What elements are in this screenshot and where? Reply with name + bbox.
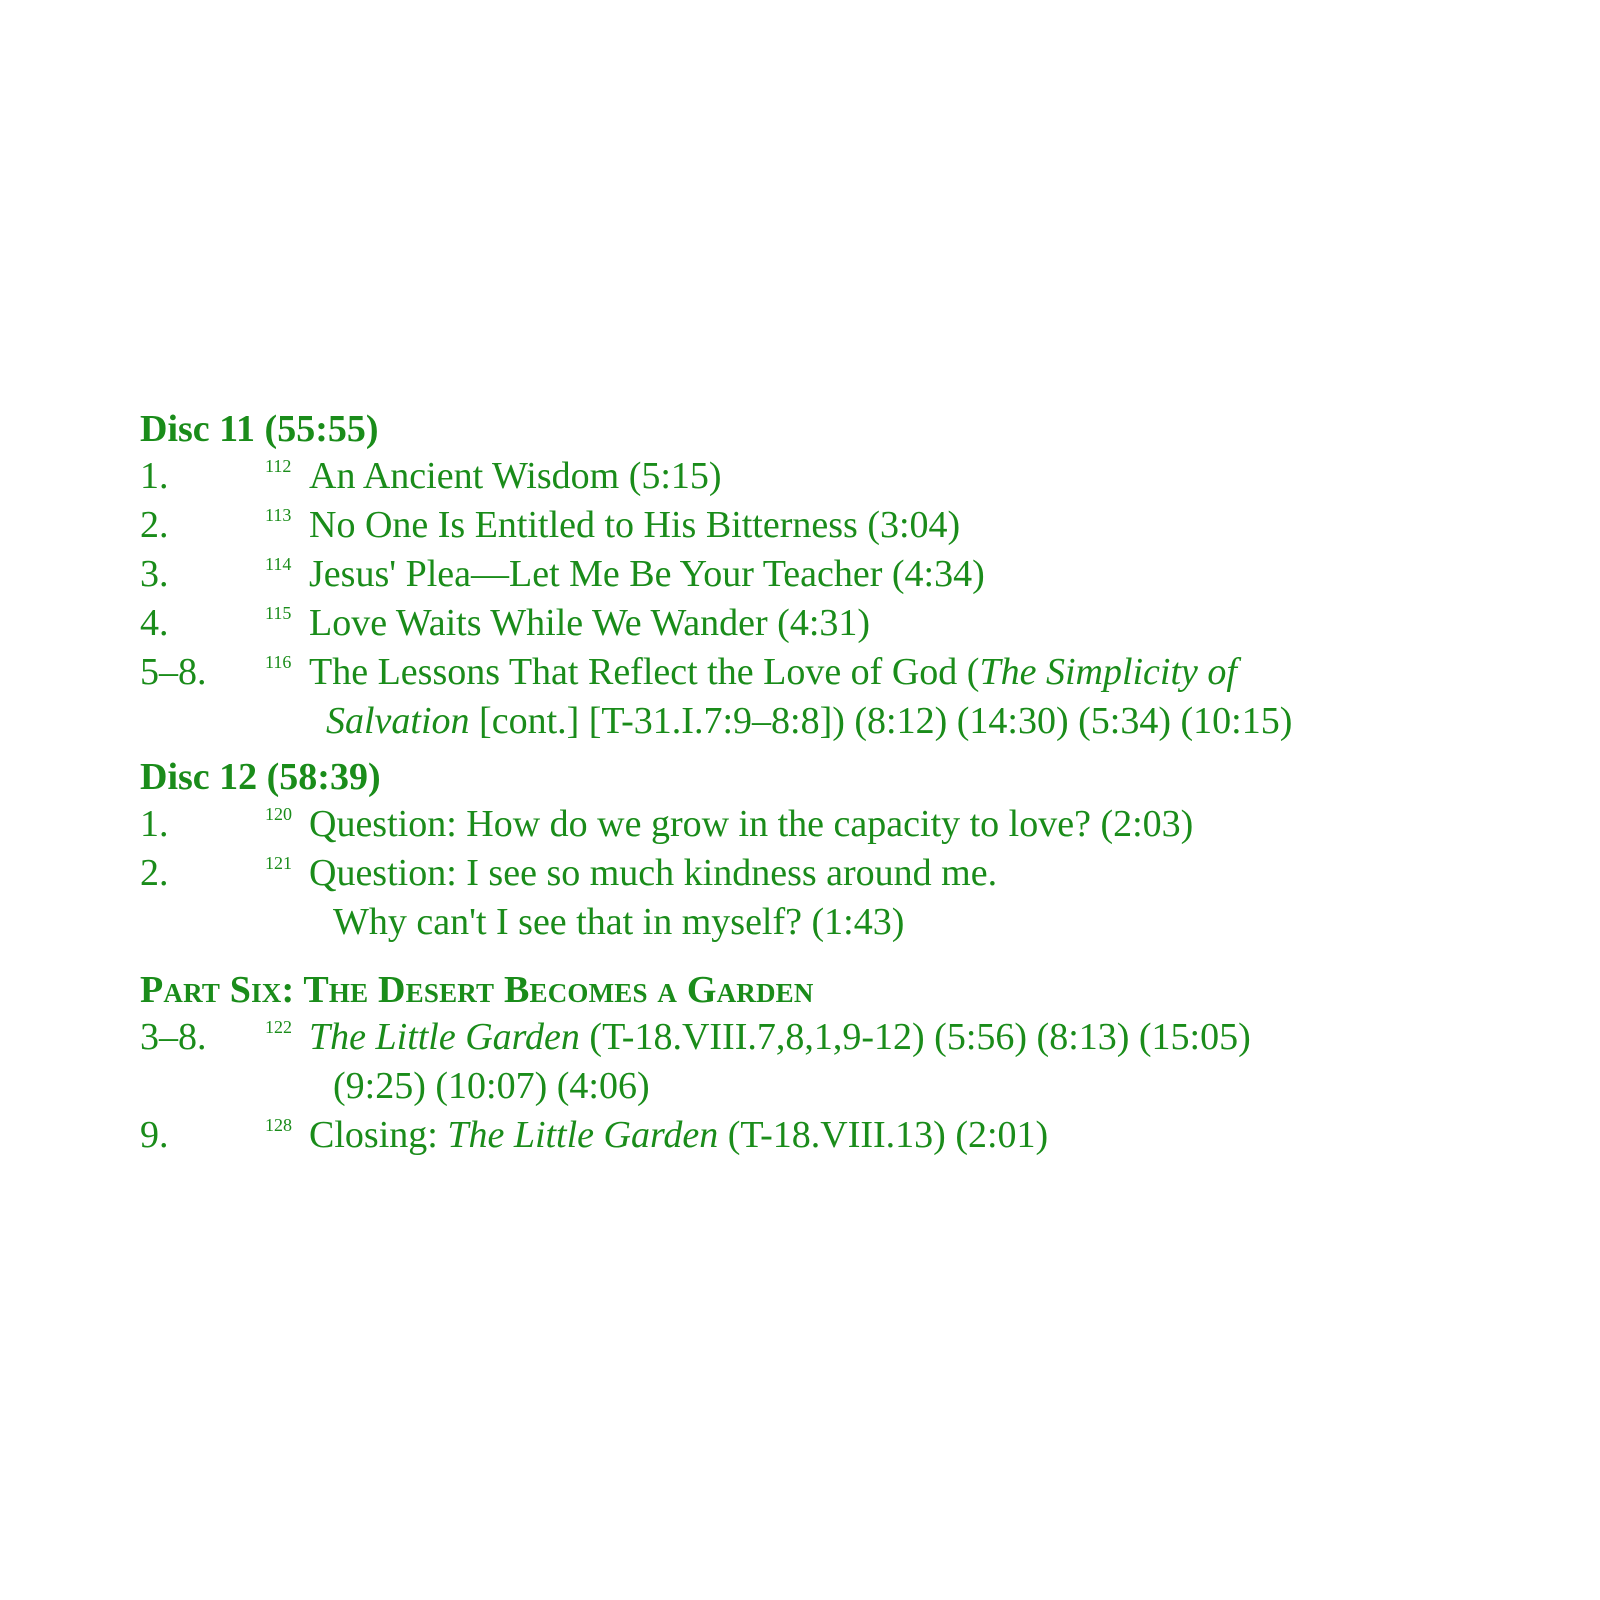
track-title: Love Waits While We Wander (4:31) <box>309 602 871 644</box>
track-row <box>140 849 1580 898</box>
track-title-italic: The Little Garden <box>309 1016 580 1058</box>
track-row <box>140 550 1580 599</box>
reference-number: 112 <box>265 456 292 476</box>
part-six-heading: Part Six: The Desert Becomes a Garden <box>140 969 814 1011</box>
disc-11-heading: Disc 11 (55:55) <box>140 408 379 450</box>
reference-number: 128 <box>265 1115 292 1135</box>
track-title: (T-18.VIII.13) (2:01) <box>718 1114 1049 1156</box>
track-number: 2. <box>140 504 169 546</box>
track-number: 2. <box>140 852 169 894</box>
track-row <box>140 648 1580 697</box>
track-continuation <box>140 1062 1580 1111</box>
track-title: Jesus' Plea—Let Me Be Your Teacher (4:34) <box>309 553 985 595</box>
track-listing <box>140 406 1580 1160</box>
track-row <box>140 1111 1580 1160</box>
track-title: No One Is Entitled to His Bitterness (3:04) <box>309 504 961 546</box>
reference-number: 122 <box>265 1017 292 1037</box>
track-continuation <box>140 697 1580 746</box>
track-title: Closing: <box>309 1114 448 1156</box>
track-continuation <box>140 898 1580 947</box>
track-title: Why can't I see that in myself? (1:43) <box>333 901 905 943</box>
reference-number: 121 <box>265 853 292 873</box>
track-number: 1. <box>140 455 169 497</box>
reference-number: 116 <box>265 652 292 672</box>
track-number: 3–8. <box>140 1016 207 1058</box>
track-title: [cont.] [T-31.I.7:9–8:8]) (8:12) (14:30) (5:34) (10:15) <box>469 700 1293 742</box>
track-title: An Ancient Wisdom (5:15) <box>309 455 722 497</box>
track-number: 1. <box>140 803 169 845</box>
track-number: 3. <box>140 553 169 595</box>
reference-number: 120 <box>265 804 292 824</box>
track-row <box>140 800 1580 849</box>
track-row <box>140 1013 1580 1062</box>
track-number: 5–8. <box>140 651 207 693</box>
track-number: 9. <box>140 1114 169 1156</box>
track-title: Question: I see so much kindness around me. <box>309 852 998 894</box>
track-row <box>140 452 1580 501</box>
track-title: (T-18.VIII.7,8,1,9-12) (5:56) (8:13) (15:05) <box>579 1016 1251 1058</box>
track-title-italic: The Simplicity of <box>979 651 1237 693</box>
track-title: (9:25) (10:07) (4:06) <box>333 1065 650 1107</box>
track-title-italic: The Little Garden <box>447 1114 719 1156</box>
track-number: 4. <box>140 602 169 644</box>
track-title: The Lessons That Reflect the Love of God ( <box>309 651 980 693</box>
reference-number: 113 <box>265 505 292 525</box>
track-title: Question: How do we grow in the capacity to love? (2:03) <box>309 803 1194 845</box>
track-row <box>140 501 1580 550</box>
disc-12-heading: Disc 12 (58:39) <box>140 756 381 798</box>
track-row <box>140 599 1580 648</box>
reference-number: 114 <box>265 554 292 574</box>
reference-number: 115 <box>265 603 292 623</box>
track-title-italic: Salvation <box>326 700 470 742</box>
